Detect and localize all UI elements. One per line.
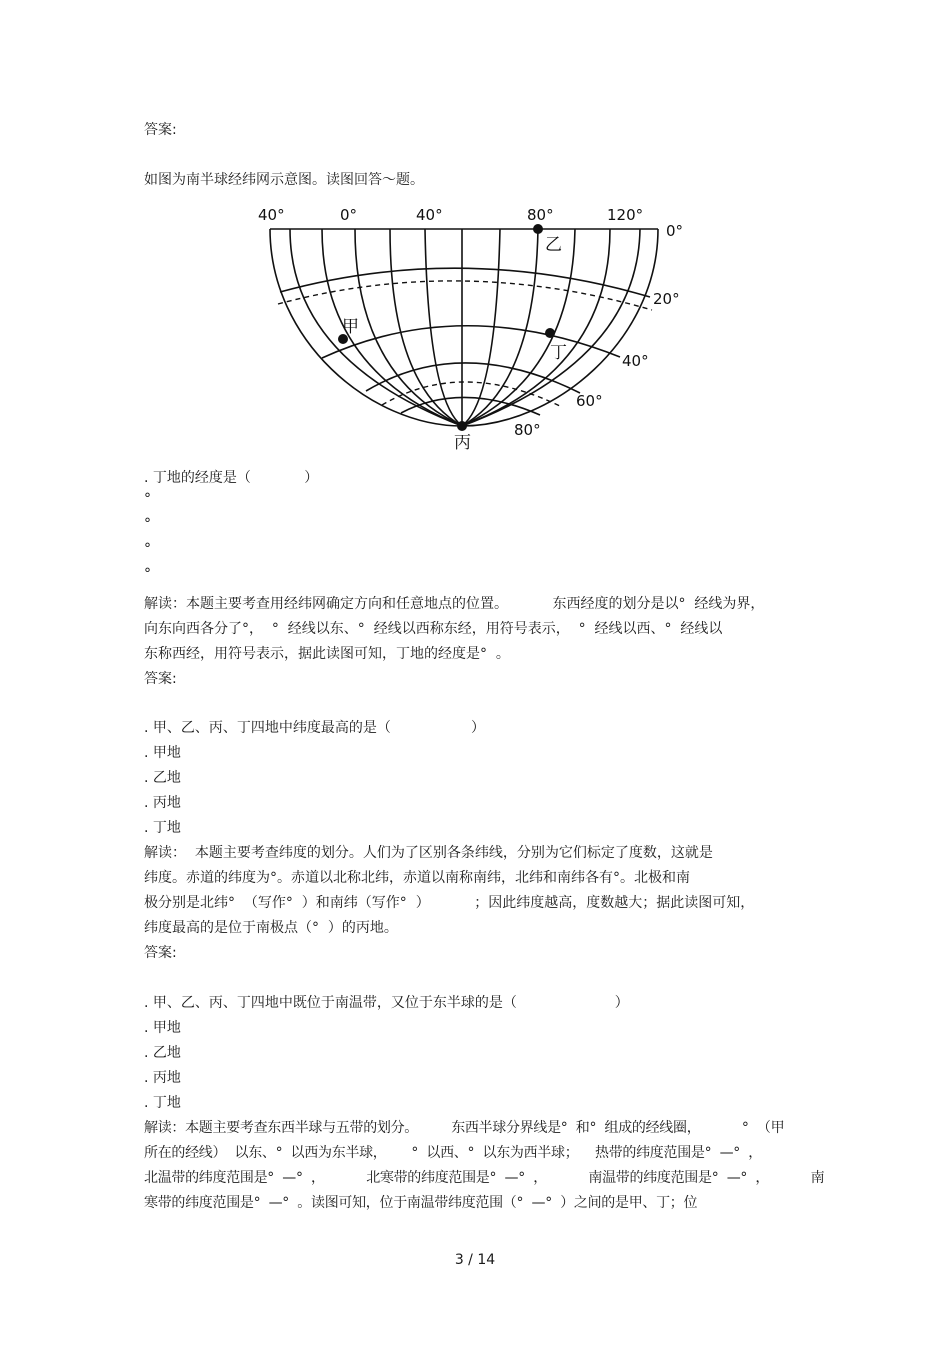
point-bing-label: 丙 <box>454 433 471 453</box>
q2-option-d: . 丁地 <box>144 820 181 836</box>
page-number: 3 / 14 <box>454 1252 496 1268</box>
lon-label-120e: 120° <box>607 206 644 224</box>
q1-option-a: ° <box>144 491 151 507</box>
q1-option-c: ° <box>144 541 151 557</box>
point-jia-label: 甲 <box>342 317 359 337</box>
parallel-line <box>366 363 580 393</box>
q1-option-d: ° <box>144 566 151 582</box>
q1-stem: . 丁地的经度是（ ） <box>144 470 319 486</box>
lon-label-40e: 40° <box>416 206 443 224</box>
intro-text: 如图为南半球经纬网示意图。读图回答～题。 <box>144 172 424 188</box>
southern-hemisphere-grid-figure <box>250 200 700 458</box>
lon-label-40w: 40° <box>258 206 285 224</box>
point-ding-label: 丁 <box>550 343 567 363</box>
q2-explanation-line: 解读： 本题主要考查纬度的划分。人们为了区别各条纬线，分别为它们标定了度数，这就是 <box>144 845 713 861</box>
q1-explanation-line: 东称西经，用符号表示，据此读图可知，丁地的经度是° 。 <box>144 646 510 662</box>
lat-label-40: 40° <box>622 352 649 370</box>
meridian-line <box>355 229 462 426</box>
lat-label-20: 20° <box>653 290 680 308</box>
q3-option-c: . 丙地 <box>144 1070 181 1086</box>
meridian-line <box>425 229 462 426</box>
q3-stem: . 甲、乙、丙、丁四地中既位于南温带，又位于东半球的是（ ） <box>144 995 629 1011</box>
q2-option-a: . 甲地 <box>144 745 181 761</box>
q3-explanation-line: 北温带的纬度范围是° —° ， 北寒带的纬度范围是° —° ， 南温带的纬度范围是° —° ， 南 <box>144 1170 825 1186</box>
lat-label-80: 80° <box>514 421 541 439</box>
q2-stem: . 甲、乙、丙、丁四地中纬度最高的是（ ） <box>144 720 486 736</box>
q1-answer-label: 答案: <box>144 671 177 687</box>
parallel-line <box>280 268 650 297</box>
point-ding-marker <box>545 328 555 338</box>
point-bing-marker <box>457 421 467 431</box>
q2-explanation-line: 纬度。赤道的纬度为°。赤道以北称北纬，赤道以南称南纬，北纬和南纬各有°。北极和南 <box>144 870 690 886</box>
q2-option-c: . 丙地 <box>144 795 181 811</box>
point-yi-label: 乙 <box>545 235 562 255</box>
q1-explanation-line: 向东向西各分了°， ° 经线以东、° 经线以西称东经，用符号表示， ° 经线以西、° 经线以 <box>144 621 723 637</box>
q1-explanation-line: 解读：本题主要考查用经纬网确定方向和任意地点的位置。 东西经度的划分是以° 经线为界， <box>144 596 765 612</box>
q2-option-b: . 乙地 <box>144 770 181 786</box>
lat-label-0: 0° <box>666 222 684 240</box>
lat-label-60: 60° <box>576 392 603 410</box>
lon-label-0: 0° <box>340 206 358 224</box>
q3-explanation-line: 解读：本题主要考查东西半球与五带的划分。 东西半球分界线是° 和° 组成的经线圈， ° （甲 <box>144 1120 785 1136</box>
q2-explanation-line: 极分别是北纬° （写作° ）和南纬（写作° ） ；因此纬度越高，度数越大；据此读图可知， <box>144 895 755 911</box>
q3-option-a: . 甲地 <box>144 1020 181 1036</box>
q2-answer-label: 答案: <box>144 945 177 961</box>
q1-option-b: ° <box>144 516 151 532</box>
answer-label: 答案: <box>144 122 177 138</box>
q3-explanation-line: 寒带的纬度范围是° —° 。读图可知，位于南温带纬度范围（° —° ）之间的是甲、丁；位 <box>144 1195 698 1211</box>
q3-explanation-line: 所在的经线） 以东、° 以西为东半球， ° 以西、° 以东为西半球； 热带的纬度范围是° —° ， <box>144 1145 763 1161</box>
q3-option-b: . 乙地 <box>144 1045 181 1061</box>
meridian-line <box>462 229 640 426</box>
lon-label-80e: 80° <box>527 206 554 224</box>
q2-explanation-line: 纬度最高的是位于南极点（° ）的丙地。 <box>144 920 398 936</box>
point-yi-marker <box>533 224 543 234</box>
parallel-line <box>322 326 620 358</box>
meridian-line <box>462 229 500 426</box>
q3-option-d: . 丁地 <box>144 1095 181 1111</box>
